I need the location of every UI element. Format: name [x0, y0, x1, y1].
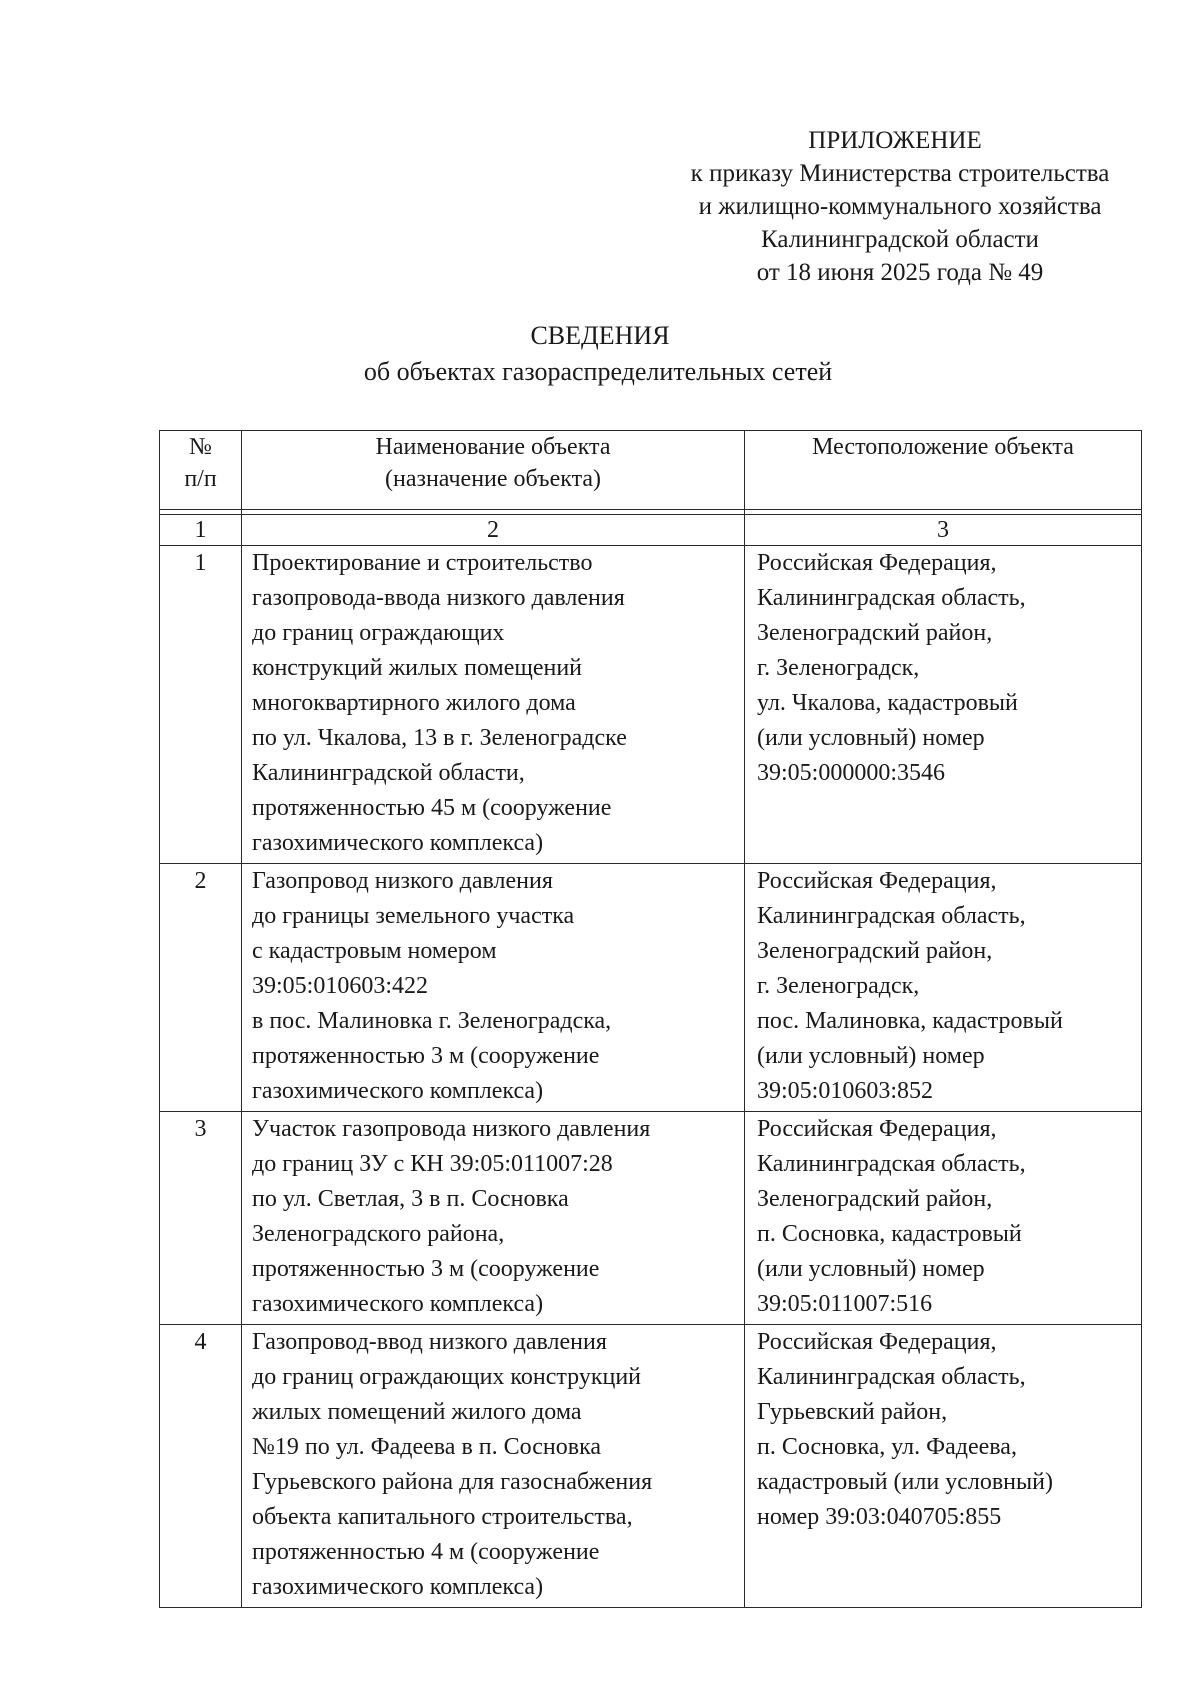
object-location-line: г. Зеленоградск,: [757, 973, 920, 999]
objects-table: [159, 430, 1142, 1608]
object-location-line: Зеленоградский район,: [757, 938, 993, 964]
object-location-cell: [745, 1112, 1142, 1325]
object-location-line: (или условный) номер: [757, 1256, 985, 1282]
object-location-line: номер 39:03:040705:855: [757, 1504, 1002, 1530]
header-text: Наименование объекта: [375, 434, 611, 460]
object-location-line: пос. Малиновка, кадастровый: [757, 1008, 1063, 1034]
object-name-line: 39:05:010603:422: [252, 973, 429, 999]
row-number-cell: 1: [160, 546, 242, 864]
object-name-line: до границы земельного участка: [252, 903, 575, 929]
header-text: п/п: [184, 466, 217, 492]
object-location-line: 39:05:011007:516: [757, 1291, 933, 1317]
object-name-line: Участок газопровода низкого давления: [252, 1116, 651, 1142]
document-title: [0, 318, 1200, 390]
object-name-line: по ул. Светлая, 3 в п. Сосновка: [252, 1186, 569, 1212]
header-text: (назначение объекта): [384, 466, 601, 492]
table-header-row: [160, 431, 1142, 510]
object-location-line: Российская Федерация,: [757, 550, 997, 576]
column-number-cell: 3: [745, 515, 1142, 546]
object-location-cell: [745, 546, 1142, 864]
object-name-cell: [242, 1112, 745, 1325]
object-name-line: до границ ограждающих: [252, 620, 505, 646]
appendix-line: к приказу Министерства строительства: [690, 160, 1110, 187]
object-location-line: ул. Чкалова, кадастровый: [757, 690, 1018, 716]
object-location-line: Гурьевский район,: [757, 1399, 948, 1425]
object-name-line: №19 по ул. Фадеева в п. Сосновка: [252, 1434, 602, 1460]
header-cell-number: [160, 431, 242, 510]
appendix-block: [640, 124, 1160, 289]
object-location-line: Зеленоградский район,: [757, 1186, 993, 1212]
object-name-line: до границ ограждающих конструкций: [252, 1364, 642, 1390]
header-cell-location: [745, 431, 1142, 510]
object-location-line: (или условный) номер: [757, 1043, 985, 1069]
object-location-line: Российская Федерация,: [757, 1329, 997, 1355]
table-row: [160, 546, 1142, 864]
header-cell-name: [242, 431, 745, 510]
appendix-line: и жилищно-коммунального хозяйства: [698, 193, 1102, 220]
object-location-line: 39:05:010603:852: [757, 1078, 934, 1104]
object-location-line: Российская Федерация,: [757, 868, 997, 894]
object-location-line: 39:05:000000:3546: [757, 760, 946, 786]
appendix-heading: ПРИЛОЖЕНИЕ: [808, 127, 982, 154]
row-number-cell: 3: [160, 1112, 242, 1325]
object-location-line: п. Сосновка, кадастровый: [757, 1221, 1022, 1247]
object-location-line: кадастровый (или условный): [757, 1469, 1053, 1495]
column-number-row: [160, 515, 1142, 546]
object-name-line: объекта капитального строительства,: [252, 1504, 633, 1530]
object-name-line: газохимического комплекса): [252, 830, 544, 856]
object-name-line: газопровода-ввода низкого давления: [252, 585, 625, 611]
object-location-line: Калининградская область,: [757, 1364, 1026, 1390]
row-number-cell: 2: [160, 864, 242, 1112]
object-location-line: Калининградская область,: [757, 903, 1026, 929]
column-number-cell: 2: [242, 515, 745, 546]
object-name-line: до границ ЗУ с КН 39:05:011007:28: [252, 1151, 613, 1177]
object-location-line: (или условный) номер: [757, 725, 985, 751]
object-location-line: Калининградская область,: [757, 1151, 1026, 1177]
row-number-cell: 4: [160, 1325, 242, 1608]
object-name-line: конструкций жилых помещений: [252, 655, 583, 681]
object-name-cell: [242, 546, 745, 864]
object-name-line: газохимического комплекса): [252, 1291, 544, 1317]
object-name-line: в пос. Малиновка г. Зеленоградска,: [252, 1008, 612, 1034]
object-name-line: жилых помещений жилого дома: [252, 1399, 582, 1425]
object-name-line: Гурьевского района для газоснабжения: [252, 1469, 653, 1495]
object-name-line: Проектирование и строительство: [252, 550, 593, 576]
object-name-line: протяженностью 45 м (сооружение: [252, 795, 612, 821]
object-name-line: с кадастровым номером: [252, 938, 497, 964]
object-location-cell: [745, 1325, 1142, 1608]
column-number-cell: 1: [160, 515, 242, 546]
object-name-line: по ул. Чкалова, 13 в г. Зеленоградске: [252, 725, 627, 751]
object-name-line: Газопровод-ввод низкого давления: [252, 1329, 607, 1355]
table-row: [160, 1325, 1142, 1608]
object-location-line: Калининградская область,: [757, 585, 1026, 611]
object-name-line: газохимического комплекса): [252, 1078, 544, 1104]
object-location-line: Российская Федерация,: [757, 1116, 997, 1142]
document-title-main: СВЕДЕНИЯ: [530, 321, 670, 350]
object-name-cell: [242, 1325, 745, 1608]
object-location-line: г. Зеленоградск,: [757, 655, 920, 681]
object-name-line: протяженностью 3 м (сооружение: [252, 1256, 600, 1282]
table-row: [160, 1112, 1142, 1325]
object-location-cell: [745, 864, 1142, 1112]
object-name-line: многоквартирного жилого дома: [252, 690, 576, 716]
object-name-line: газохимического комплекса): [252, 1574, 544, 1600]
object-location-line: п. Сосновка, ул. Фадеева,: [757, 1434, 1017, 1460]
object-name-line: протяженностью 4 м (сооружение: [252, 1539, 600, 1565]
object-name-line: Калининградской области,: [252, 760, 525, 786]
header-text: Местоположение объекта: [812, 434, 1074, 460]
header-text: №: [189, 434, 212, 460]
document-title-sub: об объектах газораспределительных сетей: [363, 357, 833, 386]
object-name-line: Газопровод низкого давления: [252, 868, 553, 894]
object-name-cell: [242, 864, 745, 1112]
table-row: [160, 864, 1142, 1112]
appendix-line: Калининградской области: [761, 226, 1039, 253]
appendix-line: от 18 июня 2025 года № 49: [756, 259, 1044, 286]
object-name-line: протяженностью 3 м (сооружение: [252, 1043, 600, 1069]
object-name-line: Зеленоградского района,: [252, 1221, 505, 1247]
object-location-line: Зеленоградский район,: [757, 620, 993, 646]
